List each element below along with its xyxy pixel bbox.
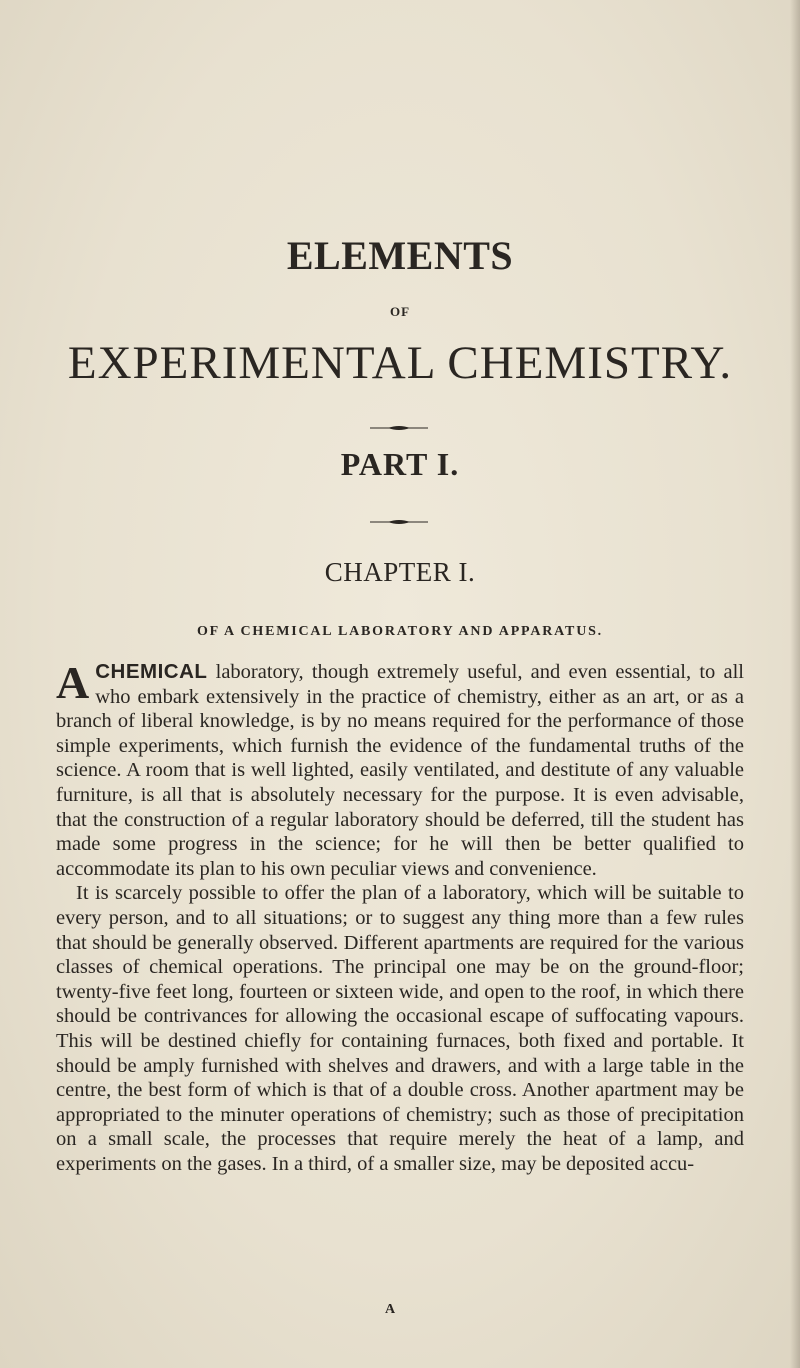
title-connector: OF	[389, 304, 411, 319]
signature-mark: A	[385, 1302, 396, 1317]
chapter-heading: CHAPTER I.	[324, 557, 476, 587]
lead-word: CHEMICAL	[95, 660, 208, 683]
paragraph-1	[56, 657, 744, 881]
paragraph-2: It is scarcely possible to offer the plan of a laboratory, which will be suitable to every person, and to all situations; or to suggest any thing more than a few rules that should be generally observed. Different apartments are required for the various classes of chemical operations. The principal one may be on the ground-floor; twenty-five feet long, fourteen or sixteen wide, and open to the roof, in which there should be contrivances for allowing the occasional escape of suffocating vapours. This will be destined chiefly for containing furnaces, both fixed and portable. It should be amply furnished with shelves and drawers, and with a large table in the centre, the best form of which is that of a double cross. Another apartment may be appropriated to the minuter operations of chemistry; such as those of precipitation on a small scale, the processes that require merely the heat of a lamp, and experiments on the gases. In a third, of a smaller size, may be deposited accu-	[56, 882, 744, 1175]
drop-cap: A	[56, 657, 90, 708]
paragraph-1-text: laboratory, though extremely useful, and even essential, to all who embark extensively in the practice of chemistry, either as an art, or as a branch of liberal knowledge, is by no means required for the performance of those simple experiments, which furnish the evidence of the fundamental truths of the science. A room that is well lighted, easily ventilated, and destitute of any valuable furniture, is all that is absolutely necessary for the purpose. It is even advisable, that the construction of a regular laboratory should be deferred, till the student has made some progress in the science; for he will then be better qualified to accommodate its plan to his own peculiar views and convenience.	[56, 661, 744, 880]
ornamental-rule-bottom	[370, 518, 428, 526]
book-subtitle: EXPERIMENTAL CHEMISTRY.	[67, 337, 733, 389]
book-title: ELEMENTS	[286, 233, 514, 278]
page-edge-shadow	[790, 0, 800, 1368]
part-heading: PART I.	[340, 446, 460, 482]
ornamental-rule-top	[370, 424, 428, 432]
section-heading: OF A CHEMICAL LABORATORY AND APPARATUS.	[196, 624, 603, 639]
body-text	[56, 657, 744, 1176]
